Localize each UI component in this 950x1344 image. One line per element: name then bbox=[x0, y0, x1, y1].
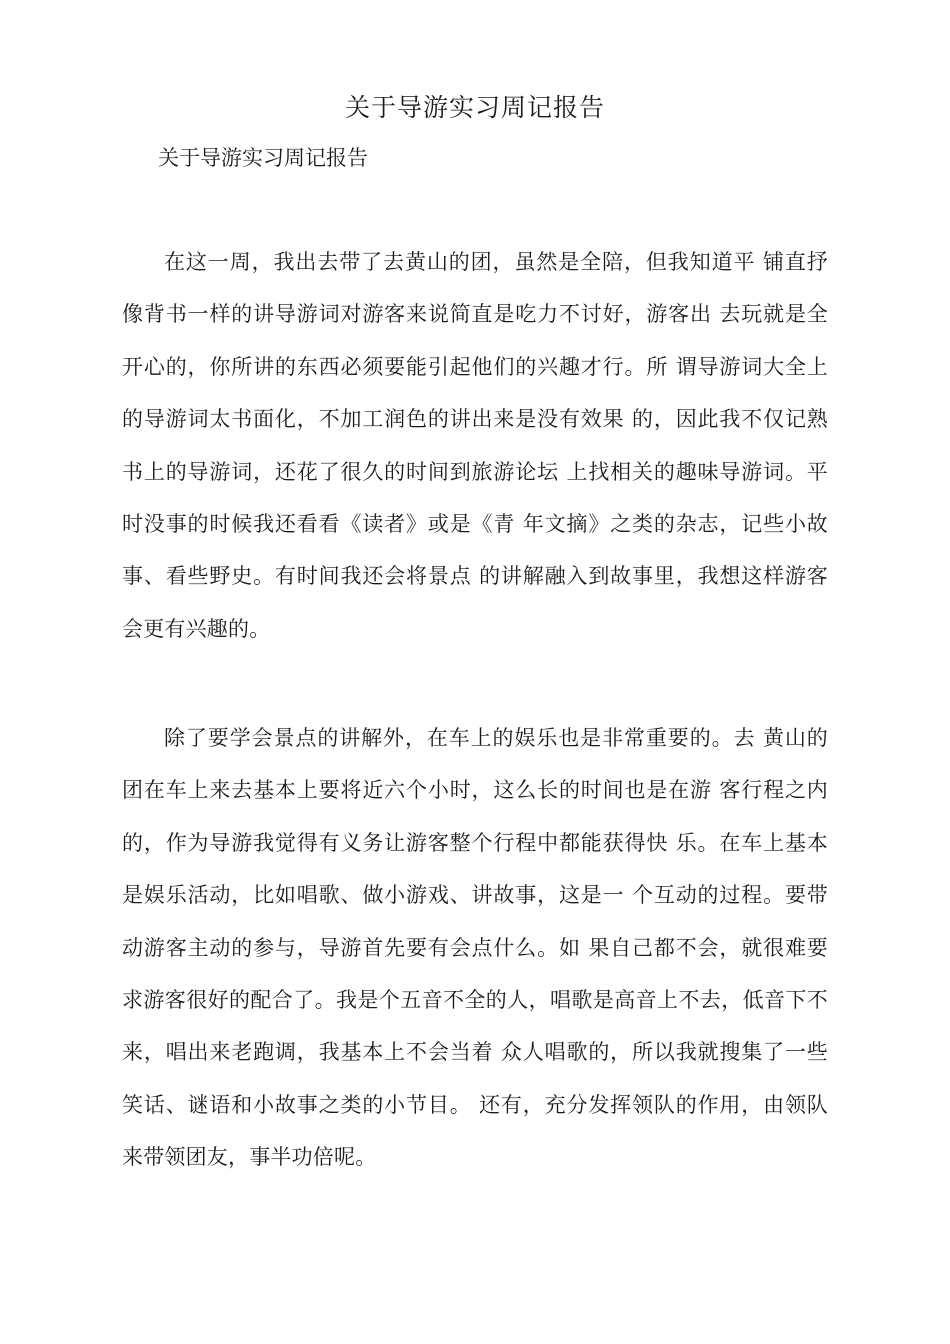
document-subtitle: 关于导游实习周记报告 bbox=[158, 146, 368, 170]
paragraph-1: 在这一周，我出去带了去黄山的团，虽然是全陪，但我知道平 铺直抒像背书一样的讲导游词对游客来说简直是吃力不讨好，游客出 去玩就是全开心的，你所讲的东西必须要能引起他们的兴趣才行。所 谓导游词大全上的导游词太书面化，不加工润色的讲出来是没有效果 的，因此我不仅记熟书上的导游词，还花了很久的时间到旅游论坛 上找相关的趣味导游词。平时没事的时候我还看看《读者》或是《青 年文摘》之类的杂志，记些小故事、看些野史。有时间我还会将景点 的讲解融入到故事里，我想这样游客会更有兴趣的。 bbox=[122, 250, 828, 641]
document-title: 关于导游实习周记报告 bbox=[344, 93, 605, 122]
paragraph-2: 除了要学会景点的讲解外，在车上的娱乐也是非常重要的。去 黄山的团在车上来去基本上要将近六个小时，这么长的时间也是在游 客行程之内的，作为导游我觉得有义务让游客整个行程中都能获得快 乐。在车上基本是娱乐活动，比如唱歌、做小游戏、讲故事，这是一 个互动的过程。要带动游客主动的参与，导游首先要有会点什么。如 果自己都不会，就很难要求游客很好的配合了。我是个五音不全的人，唱歌是高音上不去，低音下不来，唱出来老跑调，我基本上不会当着 众人唱歌的，所以我就搜集了一些笑话、谜语和小故事之类的小节目。 还有，充分发挥领队的作用，由领队来带领团友，事半功倍呢。 bbox=[122, 726, 828, 1170]
